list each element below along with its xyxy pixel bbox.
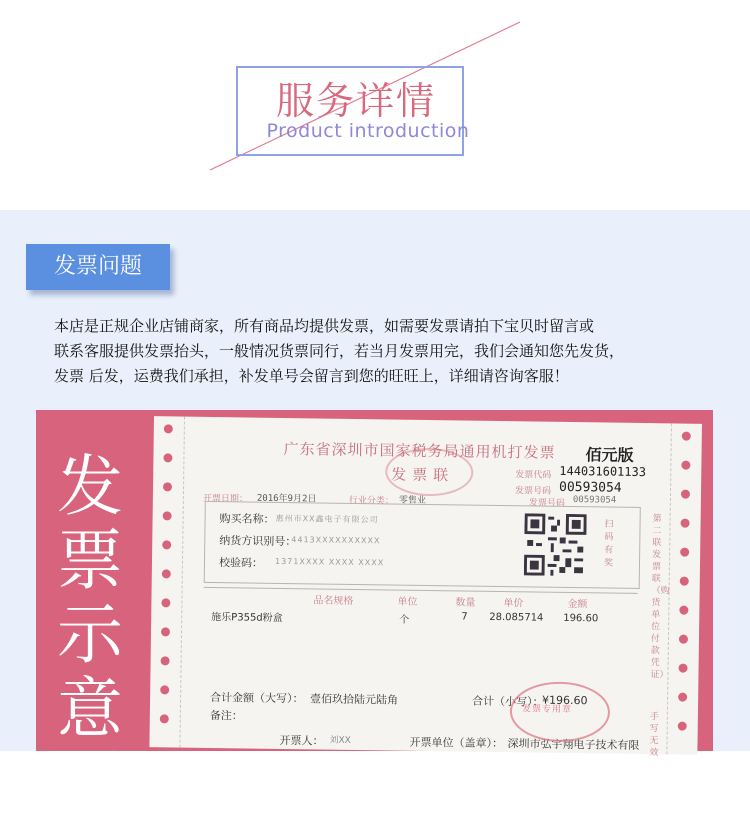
feed-holes-right xyxy=(677,432,691,751)
page-subtitle: Product introduction xyxy=(266,120,470,142)
seal-text: 发票专用章 xyxy=(521,704,573,716)
invoice-code: 144031601133 xyxy=(559,463,647,480)
invoice-intro-text xyxy=(54,314,734,389)
note-label: 备注： xyxy=(209,708,243,723)
table-cell: 施乐P355d粉盒 xyxy=(211,611,283,624)
verify-label: 校验码： xyxy=(218,556,264,570)
verify-code: 1371XXXX XXXX XXXX xyxy=(274,556,385,568)
table-header: 品名规格 xyxy=(313,595,354,607)
issuer-label: 开票单位（盖章）： xyxy=(409,735,504,751)
section-tag: 发票问题 xyxy=(26,244,170,290)
number-label-small: 发票号码 xyxy=(528,498,565,509)
table-cell: 7 xyxy=(461,611,468,623)
page-title: 服务详情 xyxy=(275,79,436,123)
side-title-char: 意 xyxy=(57,670,123,747)
table-cell: 个 xyxy=(399,614,410,626)
drawer-name: 刘XX xyxy=(329,735,351,746)
handwrite-note: 手写无效 xyxy=(649,712,659,759)
feed-holes-left xyxy=(159,424,173,743)
intro-line: 联系客服提供发票抬头，一般情况货票同行，若当月发票用完，我们会通知您先发货， xyxy=(54,342,625,360)
intro-line: 本店是正规企业店铺商家，所有商品均提供发票，如需要发票请拍下宝贝时留言或 xyxy=(54,317,595,335)
side-title xyxy=(40,450,140,820)
table-cell: 28.085714 xyxy=(489,611,544,624)
side-title-char: 发 xyxy=(57,448,123,525)
page-header xyxy=(0,0,750,210)
invoice-items-table xyxy=(202,587,637,684)
date-label: 开票日期： xyxy=(202,493,248,505)
intro-line: 发票 后发，运费我们承担，补发单号会留言到您的旺旺上，详细请咨询客服！ xyxy=(54,367,569,385)
total-num-label: 合计（小写）： xyxy=(471,694,544,709)
buyer-name: 惠州市XX鑫电子有限公司 xyxy=(275,513,379,525)
drawer-label: 开票人： xyxy=(279,733,324,748)
qr-code-icon xyxy=(524,513,587,576)
table-header: 数量 xyxy=(455,597,476,609)
invoice-title: 广东省深圳市国家税务局通用机打发票 xyxy=(283,439,556,462)
number-label: 发票号码 xyxy=(514,486,552,497)
invoice-kind: 佰元版 xyxy=(585,445,634,465)
invoice-date: 2016年9月2日 xyxy=(256,493,317,505)
invoice-number-small: 00593054 xyxy=(572,495,617,506)
side-title-char: 示 xyxy=(57,596,123,673)
table-header: 金额 xyxy=(567,598,588,611)
industry-value: 零售业 xyxy=(398,495,426,506)
copy-note: 第二联 发票联（购货单位付款凭证） xyxy=(650,514,670,681)
invoice-number: 00593054 xyxy=(558,479,622,496)
table-header: 单位 xyxy=(397,596,418,608)
scan-prize-label: 扫码有奖 xyxy=(603,519,614,569)
table-header: 单价 xyxy=(503,598,524,610)
total-words-label: 合计金额（大写）： xyxy=(210,690,304,706)
total-num: ¥196.60 xyxy=(542,693,588,708)
table-cell: 196.60 xyxy=(563,612,599,625)
buyer-name-label: 购买名称： xyxy=(219,512,275,526)
total-words: 壹佰玖拾陆元陆角 xyxy=(310,692,399,707)
invoice-section xyxy=(0,210,750,821)
code-label: 发票代码 xyxy=(515,470,552,481)
buyer-tax-label: 纳货方识别号： xyxy=(219,534,297,549)
buyer-tax-id: 4413XXXXXXXXXX xyxy=(291,535,381,546)
industry-label: 行业分类： xyxy=(348,495,394,507)
side-title-char: 图 xyxy=(57,744,123,821)
invoice-copy-type: 发票联 xyxy=(391,465,455,485)
side-title-char: 票 xyxy=(57,522,123,599)
issuer-name: 深圳市弘宇翔电子技术有限 xyxy=(507,737,640,752)
perforation-left xyxy=(179,417,185,748)
invoice-image xyxy=(149,416,702,759)
